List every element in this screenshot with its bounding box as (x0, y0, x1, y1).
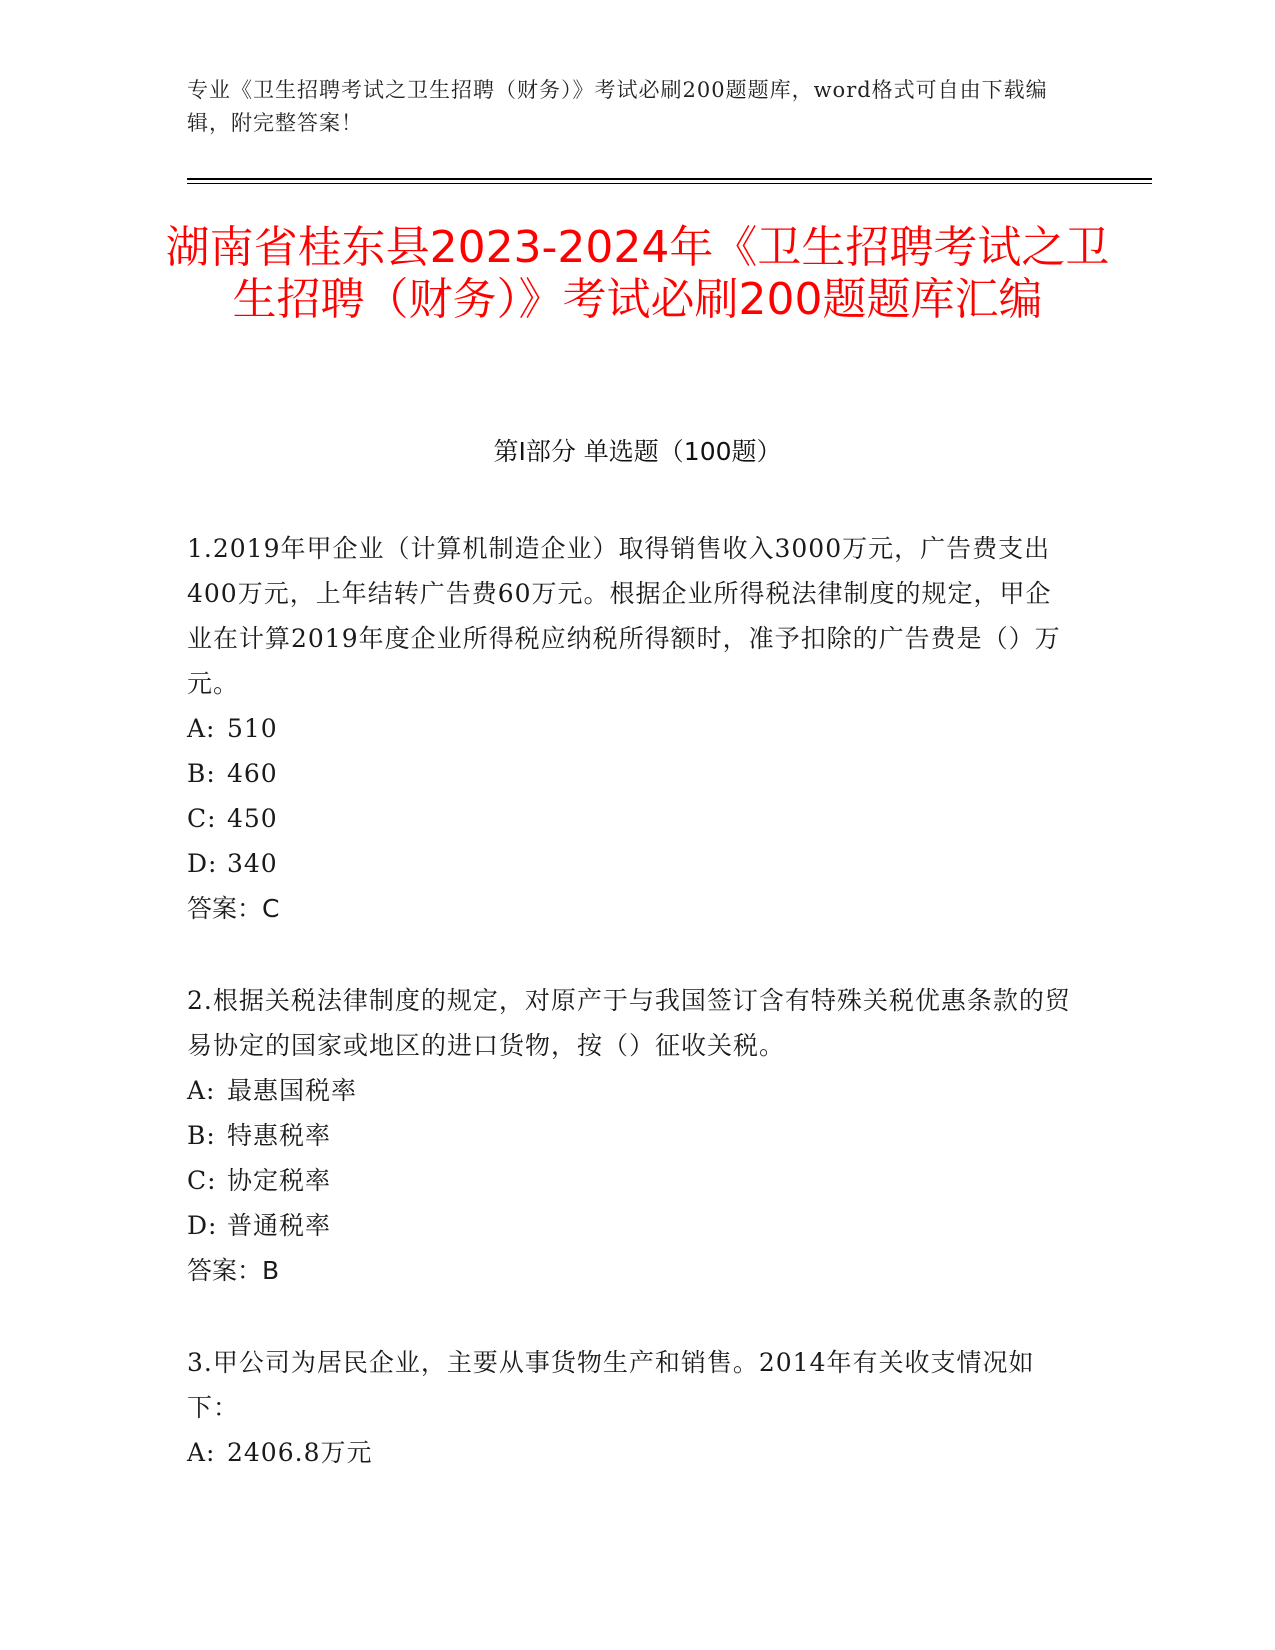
option-a (187, 706, 1077, 751)
answer: 答案：B (187, 1256, 280, 1285)
option-b (187, 751, 1077, 796)
header-rule-thin (187, 183, 1152, 184)
option-letter: B: (187, 759, 216, 788)
question-list (187, 526, 1077, 1522)
option-text: 340 (227, 849, 278, 878)
question-2 (187, 978, 1077, 1293)
question-3 (187, 1340, 1077, 1475)
question-stem: 1.2019年甲企业（计算机制造企业）取得销售收入3000万元，广告费支出400万元，上年结转广告费60万元。根据企业所得税法律制度的规定，甲企业在计算2019年度企业所得税应纳税所得额时，准予扣除的广告费是（）万元。 (187, 534, 1061, 698)
option-letter: C: (187, 1166, 217, 1195)
option-text: 2406.8万元 (227, 1438, 373, 1467)
question-stem: 3.甲公司为居民企业，主要从事货物生产和销售。2014年有关收支情况如下： (187, 1348, 1035, 1422)
option-letter: C: (187, 804, 217, 833)
option-d (187, 841, 1077, 886)
option-text: 协定税率 (227, 1166, 332, 1195)
option-letter: B: (187, 1121, 216, 1150)
header-note: 专业《卫生招聘考试之卫生招聘（财务）》考试必刷200题题库，word格式可自由下载编辑，附完整答案！ (187, 78, 1048, 135)
question-stem: 2.根据关税法律制度的规定，对原产于与我国签订含有特殊关税优惠条款的贸易协定的国家或地区的进口货物，按（）征收关税。 (187, 986, 1071, 1060)
option-c (187, 1158, 1077, 1203)
option-text: 450 (227, 804, 278, 833)
header-rule (187, 178, 1152, 180)
option-text: 最惠国税率 (227, 1076, 358, 1105)
option-text: 510 (227, 714, 278, 743)
option-text: 普通税率 (227, 1211, 332, 1240)
option-text: 460 (227, 759, 278, 788)
section-title: 第Ⅰ部分 单选题（100题） (493, 437, 782, 466)
option-b (187, 1113, 1077, 1158)
option-letter: A: (187, 1076, 216, 1105)
option-d (187, 1203, 1077, 1248)
option-letter: D: (187, 849, 218, 878)
option-a (187, 1430, 1077, 1475)
option-text: 特惠税率 (227, 1121, 332, 1150)
option-a (187, 1068, 1077, 1113)
option-letter: D: (187, 1211, 218, 1240)
answer: 答案：C (187, 894, 280, 923)
question-1 (187, 526, 1077, 931)
option-c (187, 796, 1077, 841)
document-title: 湖南省桂东县2023-2024年《卫生招聘考试之卫生招聘（财务）》考试必刷200题题库汇编 (165, 222, 1110, 325)
option-letter: A: (187, 1438, 216, 1467)
option-letter: A: (187, 714, 216, 743)
